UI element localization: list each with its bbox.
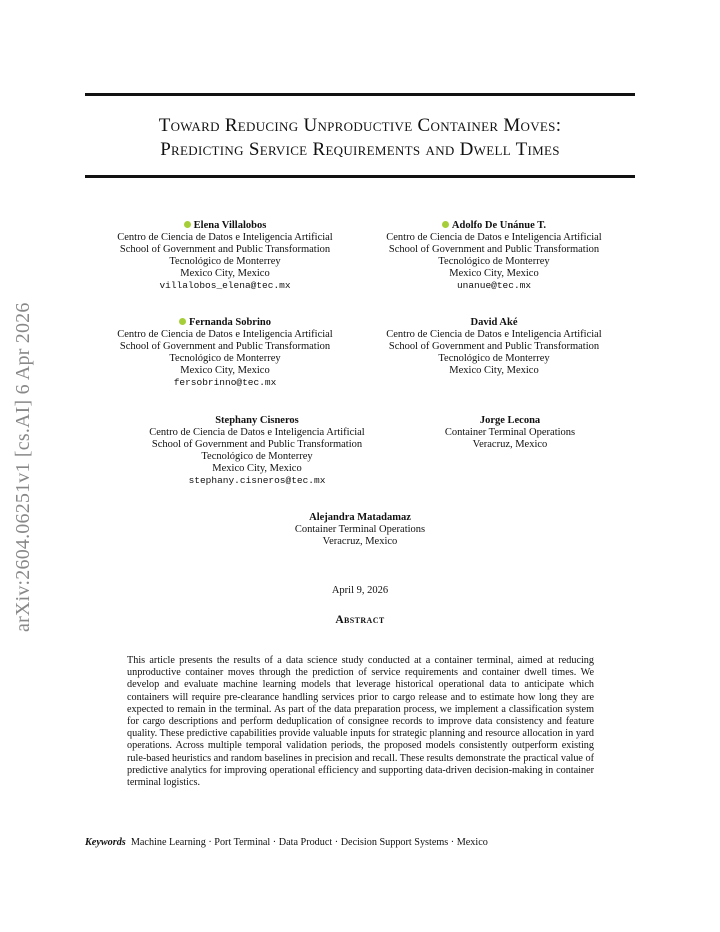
publication-date: April 9, 2026 xyxy=(331,585,389,596)
title-line-2: Predicting Service Requirements and Dwell Times xyxy=(160,139,560,160)
bottom-rule xyxy=(85,175,635,178)
orcid-icon[interactable] xyxy=(179,318,186,325)
keywords-list: Machine Learning · Port Terminal · Data Product · Decision Support Systems · Mexico xyxy=(130,837,488,848)
orcid-icon[interactable] xyxy=(184,221,191,228)
author-name: Stephany Cisneros xyxy=(215,415,299,426)
paper-title xyxy=(85,114,635,162)
author-name: Jorge Lecona xyxy=(479,415,541,426)
affiliation-line: Centro de Ciencia de Datos e Inteligencia Artificial xyxy=(149,427,365,438)
title-line-1: Toward Reducing Unproductive Container Moves: xyxy=(158,115,562,136)
abstract-heading: Abstract xyxy=(335,614,385,626)
top-rule xyxy=(85,93,635,96)
author-email[interactable]: fersobrinno@tec.mx xyxy=(173,377,277,388)
affiliation-line: Tecnológico de Monterrey xyxy=(438,353,550,364)
keywords-label: Keywords xyxy=(85,837,126,848)
affiliation-line: Container Terminal Operations xyxy=(444,427,576,438)
affiliation-line: Veracruz, Mexico xyxy=(472,439,548,450)
affiliation-line: Mexico City, Mexico xyxy=(212,463,302,474)
author-name: Adolfo De Unánue T. xyxy=(364,220,624,232)
author-name: Alejandra Matadamaz xyxy=(309,512,411,523)
author-block xyxy=(127,415,387,487)
affiliation-line: Centro de Ciencia de Datos e Inteligencia Artificial xyxy=(117,232,333,243)
affiliation-line: Centro de Ciencia de Datos e Inteligencia Artificial xyxy=(117,329,333,340)
affiliation-line: Centro de Ciencia de Datos e Inteligencia Artificial xyxy=(386,329,602,340)
author-block xyxy=(364,220,624,292)
author-email[interactable]: unanue@tec.mx xyxy=(456,280,532,291)
affiliation-line: School of Government and Public Transformation xyxy=(119,244,331,255)
author-name: David Aké xyxy=(470,317,518,328)
affiliation-line: Tecnológico de Monterrey xyxy=(438,256,550,267)
affiliation-line: Tecnológico de Monterrey xyxy=(169,353,281,364)
affiliation-line: Centro de Ciencia de Datos e Inteligencia Artificial xyxy=(386,232,602,243)
affiliation-line: School of Government and Public Transformation xyxy=(119,341,331,352)
affiliation-line: Tecnológico de Monterrey xyxy=(169,256,281,267)
author-block xyxy=(95,220,355,292)
affiliation-line: Veracruz, Mexico xyxy=(322,536,398,547)
author-name: Elena Villalobos xyxy=(95,220,355,232)
author-name: Fernanda Sobrino xyxy=(95,317,355,329)
affiliation-line: Tecnológico de Monterrey xyxy=(201,451,313,462)
affiliation-line: Mexico City, Mexico xyxy=(449,268,539,279)
author-block xyxy=(364,317,624,377)
author-email[interactable]: villalobos_elena@tec.mx xyxy=(159,280,291,291)
author-block xyxy=(250,512,470,548)
affiliation-line: School of Government and Public Transformation xyxy=(388,341,600,352)
affiliation-line: School of Government and Public Transformation xyxy=(151,439,363,450)
author-email[interactable]: stephany.cisneros@tec.mx xyxy=(188,475,326,486)
affiliation-line: Mexico City, Mexico xyxy=(449,365,539,376)
affiliation-line: School of Government and Public Transformation xyxy=(388,244,600,255)
keywords-line xyxy=(85,837,488,848)
author-block xyxy=(400,415,620,451)
abstract-body: This article presents the results of a data science study conducted at a container terminal, aimed at reducing unproductive container moves through the prediction of service requirements and container dwell times. We develop and evaluate machine learning models that leverage historical operational data to anticipate which containers will require pre-clearance handling services prior to cargo release and to estimate how long they are expected to remain in the terminal. As part of the data preparation process, we implement a classification system for cargo descriptions and perform deduplication of consignee records to improve data consistency and feature quality. These predictive capabilities provide valuable inputs for strategic planning and resource allocation in yard operations. Across multiple temporal validation periods, the proposed models consistently outperform existing rule-based heuristics and random baselines in precision and recall. These results demonstrate the practical value of predictive analytics for improving operational efficiency and supporting data-driven decision-making in container terminal logistics. xyxy=(127,655,594,789)
affiliation-line: Mexico City, Mexico xyxy=(180,365,270,376)
orcid-icon[interactable] xyxy=(442,221,449,228)
author-block xyxy=(95,317,355,389)
affiliation-line: Mexico City, Mexico xyxy=(180,268,270,279)
affiliation-line: Container Terminal Operations xyxy=(294,524,426,535)
arxiv-sidebar-stamp: arXiv:2604.06251v1 [cs.AI] 6 Apr 2026 xyxy=(12,302,34,632)
